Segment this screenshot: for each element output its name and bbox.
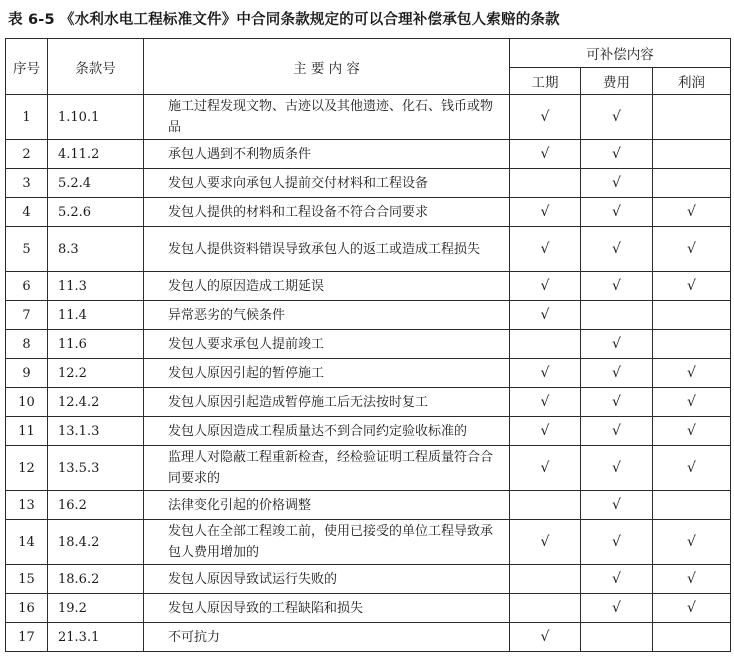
row-clause: 4.11.2 — [48, 140, 144, 169]
row-clause: 8.3 — [48, 227, 144, 272]
row-profit-mark: √ — [653, 359, 731, 388]
row-profit-mark — [653, 623, 731, 652]
row-cost-mark: √ — [581, 330, 653, 359]
table-row — [6, 388, 731, 417]
row-cost-mark: √ — [581, 95, 653, 140]
row-cost-mark: √ — [581, 520, 653, 565]
table-row — [6, 169, 731, 198]
table-row — [6, 565, 731, 594]
row-seq: 6 — [6, 272, 48, 301]
row-seq: 7 — [6, 301, 48, 330]
row-seq: 14 — [6, 520, 48, 565]
table-row — [6, 95, 731, 140]
row-profit-mark — [653, 169, 731, 198]
row-clause: 13.1.3 — [48, 417, 144, 446]
row-cost-mark: √ — [581, 359, 653, 388]
row-period-mark: √ — [510, 623, 581, 652]
table-title: 表 6-5 《水利水电工程标准文件》中合同条款规定的可以合理补偿承包人索赔的条款 — [8, 12, 560, 28]
table-row — [6, 198, 731, 227]
row-period-mark — [510, 491, 581, 520]
row-seq: 12 — [6, 446, 48, 491]
table-row — [6, 140, 731, 169]
row-seq: 17 — [6, 623, 48, 652]
row-period-mark: √ — [510, 446, 581, 491]
row-content: 发包人原因引起的暂停施工 — [144, 359, 510, 388]
row-profit-mark — [653, 301, 731, 330]
table-row — [6, 446, 731, 491]
row-content: 监理人对隐蔽工程重新检查，经检验证明工程质量符合合同要求的 — [144, 446, 510, 491]
row-clause: 18.6.2 — [48, 565, 144, 594]
header-clause: 条款号 — [48, 39, 144, 95]
row-seq: 1 — [6, 95, 48, 140]
table-row — [6, 520, 731, 565]
claims-table — [5, 38, 731, 652]
header-period: 工期 — [510, 68, 581, 95]
row-content: 不可抗力 — [144, 623, 510, 652]
row-period-mark — [510, 594, 581, 623]
row-content: 发包人原因导致的工程缺陷和损失 — [144, 594, 510, 623]
table-row — [6, 272, 731, 301]
row-cost-mark: √ — [581, 594, 653, 623]
row-clause: 5.2.6 — [48, 198, 144, 227]
row-profit-mark — [653, 140, 731, 169]
row-period-mark: √ — [510, 272, 581, 301]
row-period-mark — [510, 565, 581, 594]
row-profit-mark — [653, 95, 731, 140]
row-content: 发包人提供资料错误导致承包人的返工或造成工程损失 — [144, 227, 510, 272]
row-clause: 12.4.2 — [48, 388, 144, 417]
row-profit-mark: √ — [653, 198, 731, 227]
row-content: 发包人提供的材料和工程设备不符合合同要求 — [144, 198, 510, 227]
row-seq: 3 — [6, 169, 48, 198]
row-cost-mark: √ — [581, 140, 653, 169]
row-content: 发包人的原因造成工期延误 — [144, 272, 510, 301]
row-content: 发包人原因造成工程质量达不到合同约定验收标准的 — [144, 417, 510, 446]
row-content: 施工过程发现文物、古迹以及其他遗迹、化石、钱币或物品 — [144, 95, 510, 140]
row-content: 承包人遇到不利物质条件 — [144, 140, 510, 169]
row-period-mark: √ — [510, 388, 581, 417]
row-seq: 2 — [6, 140, 48, 169]
row-period-mark: √ — [510, 359, 581, 388]
row-profit-mark: √ — [653, 446, 731, 491]
row-profit-mark: √ — [653, 388, 731, 417]
row-profit-mark: √ — [653, 594, 731, 623]
row-seq: 8 — [6, 330, 48, 359]
row-seq: 5 — [6, 227, 48, 272]
row-clause: 19.2 — [48, 594, 144, 623]
row-clause: 13.5.3 — [48, 446, 144, 491]
row-seq: 13 — [6, 491, 48, 520]
row-profit-mark: √ — [653, 227, 731, 272]
row-profit-mark: √ — [653, 565, 731, 594]
row-period-mark: √ — [510, 140, 581, 169]
row-period-mark — [510, 330, 581, 359]
row-cost-mark — [581, 301, 653, 330]
table-row — [6, 417, 731, 446]
row-content: 发包人要求承包人提前竣工 — [144, 330, 510, 359]
row-period-mark: √ — [510, 198, 581, 227]
row-profit-mark: √ — [653, 520, 731, 565]
row-content: 发包人在全部工程竣工前，使用已接受的单位工程导致承包人费用增加的 — [144, 520, 510, 565]
row-clause: 1.10.1 — [48, 95, 144, 140]
header-profit: 利润 — [653, 68, 731, 95]
row-profit-mark: √ — [653, 417, 731, 446]
row-cost-mark: √ — [581, 169, 653, 198]
header-content: 主 要 内 容 — [144, 39, 510, 95]
table-row — [6, 227, 731, 272]
row-cost-mark: √ — [581, 565, 653, 594]
header-cost: 费用 — [581, 68, 653, 95]
table-row — [6, 330, 731, 359]
row-clause: 12.2 — [48, 359, 144, 388]
row-period-mark: √ — [510, 417, 581, 446]
row-clause: 11.3 — [48, 272, 144, 301]
row-period-mark: √ — [510, 95, 581, 140]
table-row — [6, 491, 731, 520]
row-seq: 16 — [6, 594, 48, 623]
row-clause: 18.4.2 — [48, 520, 144, 565]
table-row — [6, 359, 731, 388]
row-clause: 11.6 — [48, 330, 144, 359]
row-cost-mark: √ — [581, 491, 653, 520]
row-clause: 21.3.1 — [48, 623, 144, 652]
row-period-mark: √ — [510, 520, 581, 565]
table-body — [6, 95, 731, 652]
row-seq: 9 — [6, 359, 48, 388]
row-profit-mark — [653, 330, 731, 359]
row-seq: 11 — [6, 417, 48, 446]
row-profit-mark: √ — [653, 272, 731, 301]
table-row — [6, 301, 731, 330]
row-seq: 4 — [6, 198, 48, 227]
row-clause: 5.2.4 — [48, 169, 144, 198]
row-cost-mark: √ — [581, 388, 653, 417]
row-cost-mark — [581, 623, 653, 652]
row-clause: 16.2 — [48, 491, 144, 520]
row-clause: 11.4 — [48, 301, 144, 330]
table-row — [6, 594, 731, 623]
row-content: 法律变化引起的价格调整 — [144, 491, 510, 520]
row-period-mark: √ — [510, 227, 581, 272]
row-cost-mark: √ — [581, 272, 653, 301]
row-period-mark: √ — [510, 301, 581, 330]
row-content: 异常恶劣的气候条件 — [144, 301, 510, 330]
row-profit-mark — [653, 491, 731, 520]
row-cost-mark: √ — [581, 417, 653, 446]
row-content: 发包人要求向承包人提前交付材料和工程设备 — [144, 169, 510, 198]
row-content: 发包人原因引起造成暂停施工后无法按时复工 — [144, 388, 510, 417]
row-period-mark — [510, 169, 581, 198]
row-cost-mark: √ — [581, 446, 653, 491]
row-seq: 15 — [6, 565, 48, 594]
header-seq: 序号 — [6, 39, 48, 95]
row-cost-mark: √ — [581, 198, 653, 227]
row-cost-mark: √ — [581, 227, 653, 272]
row-content: 发包人原因导致试运行失败的 — [144, 565, 510, 594]
table-row — [6, 623, 731, 652]
header-compensable: 可补偿内容 — [510, 39, 731, 68]
row-seq: 10 — [6, 388, 48, 417]
